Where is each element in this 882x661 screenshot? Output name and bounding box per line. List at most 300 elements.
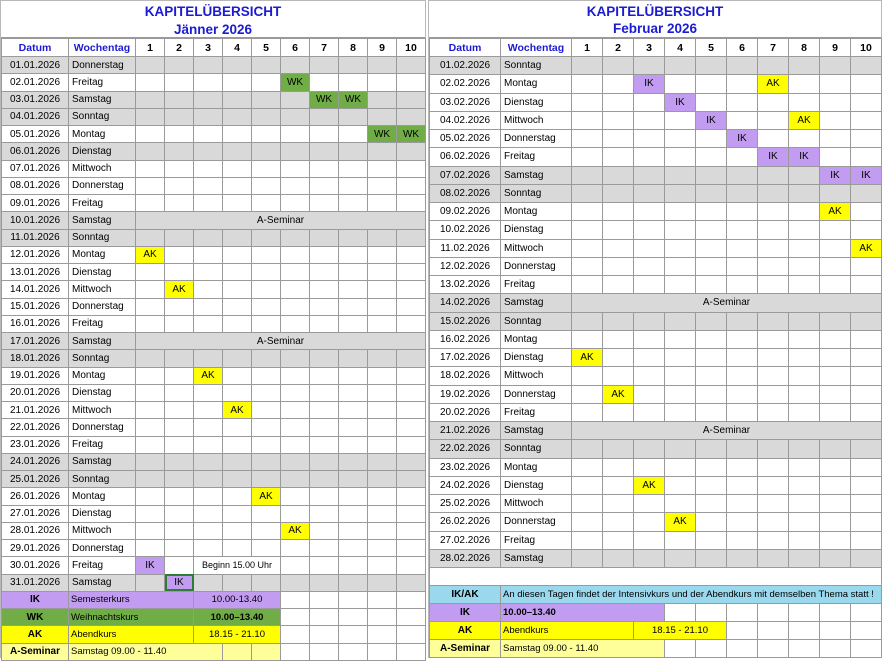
seminar-cell[interactable]: A-Seminar xyxy=(136,212,426,229)
header-chapter-10[interactable]: 10 xyxy=(851,39,882,57)
chapter-cell-9[interactable] xyxy=(368,471,397,488)
chapter-cell-6[interactable]: IK xyxy=(727,130,758,148)
chapter-cell-7[interactable] xyxy=(758,221,789,239)
chapter-cell-7[interactable] xyxy=(310,126,339,143)
chapter-cell-8[interactable] xyxy=(339,384,368,401)
weekday-cell[interactable]: Dienstag xyxy=(69,264,136,281)
chapter-cell-5[interactable] xyxy=(252,436,281,453)
date-cell[interactable]: 26.02.2026 xyxy=(430,513,501,531)
chapter-cell-6[interactable] xyxy=(281,91,310,108)
chapter-cell-8[interactable] xyxy=(339,505,368,522)
chapter-cell-2[interactable] xyxy=(603,330,634,348)
header-chapter-8[interactable]: 8 xyxy=(339,39,368,57)
chapter-cell-8[interactable] xyxy=(339,298,368,315)
chapter-cell-5[interactable] xyxy=(252,298,281,315)
chapter-cell-6[interactable] xyxy=(281,315,310,332)
chapter-cell-4[interactable] xyxy=(665,531,696,549)
chapter-cell-1[interactable] xyxy=(572,330,603,348)
empty-cell[interactable] xyxy=(820,640,851,658)
date-cell[interactable]: 01.02.2026 xyxy=(430,57,501,75)
chapter-cell-5[interactable]: IK xyxy=(696,111,727,129)
chapter-cell-7[interactable] xyxy=(310,522,339,539)
weekday-cell[interactable]: Samstag xyxy=(69,212,136,229)
chapter-cell-5[interactable] xyxy=(696,239,727,257)
chapter-cell-5[interactable] xyxy=(696,221,727,239)
chapter-cell-4[interactable] xyxy=(223,264,252,281)
chapter-cell-2[interactable] xyxy=(603,148,634,166)
header-chapter-5[interactable]: 5 xyxy=(252,39,281,57)
chapter-cell-10[interactable] xyxy=(851,130,882,148)
chapter-cell-1[interactable] xyxy=(136,471,165,488)
empty-cell[interactable] xyxy=(281,609,310,626)
chapter-cell-3[interactable] xyxy=(634,440,665,458)
seminar-cell[interactable]: A-Seminar xyxy=(572,422,882,440)
chapter-cell-9[interactable] xyxy=(820,385,851,403)
chapter-cell-8[interactable]: AK xyxy=(789,111,820,129)
chapter-cell-9[interactable] xyxy=(368,315,397,332)
empty-cell[interactable] xyxy=(851,640,882,658)
weekday-cell[interactable]: Samstag xyxy=(501,422,572,440)
chapter-cell-7[interactable]: AK xyxy=(758,75,789,93)
chapter-cell-1[interactable] xyxy=(572,549,603,567)
empty-cell[interactable] xyxy=(310,609,339,626)
date-cell[interactable]: 29.01.2026 xyxy=(2,540,69,557)
chapter-cell-5[interactable] xyxy=(252,160,281,177)
header-datum[interactable]: Datum xyxy=(430,39,501,57)
chapter-cell-7[interactable] xyxy=(310,505,339,522)
weekday-cell[interactable]: Sonntag xyxy=(501,184,572,202)
chapter-cell-7[interactable] xyxy=(758,239,789,257)
chapter-cell-3[interactable] xyxy=(634,349,665,367)
chapter-cell-4[interactable] xyxy=(665,221,696,239)
chapter-cell-2[interactable] xyxy=(165,350,194,367)
chapter-cell-5[interactable] xyxy=(696,166,727,184)
chapter-cell-8[interactable] xyxy=(789,184,820,202)
chapter-cell-4[interactable] xyxy=(223,471,252,488)
chapter-cell-8[interactable] xyxy=(789,385,820,403)
chapter-cell-10[interactable] xyxy=(851,495,882,513)
chapter-cell-4[interactable] xyxy=(223,143,252,160)
chapter-cell-9[interactable] xyxy=(368,246,397,263)
chapter-cell-7[interactable] xyxy=(758,385,789,403)
weekday-cell[interactable]: Sonntag xyxy=(69,229,136,246)
chapter-cell-7[interactable] xyxy=(310,298,339,315)
chapter-cell-2[interactable] xyxy=(165,143,194,160)
header-chapter-7[interactable]: 7 xyxy=(310,39,339,57)
chapter-cell-6[interactable] xyxy=(727,57,758,75)
weekday-cell[interactable]: Donnerstag xyxy=(501,385,572,403)
chapter-cell-1[interactable] xyxy=(136,522,165,539)
chapter-cell-9[interactable] xyxy=(368,264,397,281)
chapter-cell-5[interactable] xyxy=(696,148,727,166)
chapter-cell-3[interactable] xyxy=(634,312,665,330)
chapter-cell-5[interactable]: AK xyxy=(252,488,281,505)
chapter-cell-1[interactable] xyxy=(572,184,603,202)
date-cell[interactable]: 28.01.2026 xyxy=(2,522,69,539)
chapter-cell-6[interactable] xyxy=(281,574,310,591)
chapter-cell-7[interactable] xyxy=(310,177,339,194)
chapter-cell-6[interactable] xyxy=(727,513,758,531)
chapter-cell-6[interactable] xyxy=(727,440,758,458)
empty-cell[interactable] xyxy=(368,591,397,608)
chapter-cell-9[interactable]: WK xyxy=(368,126,397,143)
chapter-cell-7[interactable] xyxy=(310,540,339,557)
chapter-cell-8[interactable] xyxy=(339,488,368,505)
chapter-cell-2[interactable] xyxy=(603,93,634,111)
chapter-cell-3[interactable] xyxy=(634,239,665,257)
chapter-cell-2[interactable] xyxy=(603,367,634,385)
chapter-cell-2[interactable] xyxy=(603,75,634,93)
chapter-cell-7[interactable] xyxy=(310,74,339,91)
chapter-cell-8[interactable] xyxy=(339,143,368,160)
chapter-cell-9[interactable] xyxy=(820,549,851,567)
empty-cell[interactable] xyxy=(727,640,758,658)
chapter-cell-1[interactable] xyxy=(136,298,165,315)
chapter-cell-6[interactable] xyxy=(727,531,758,549)
empty-cell[interactable] xyxy=(397,591,426,608)
chapter-cell-7[interactable] xyxy=(758,111,789,129)
empty-cell[interactable] xyxy=(368,626,397,643)
legend-time-ik[interactable]: 10.00-13.40 xyxy=(194,591,281,608)
date-cell[interactable]: 20.01.2026 xyxy=(2,384,69,401)
chapter-cell-6[interactable] xyxy=(727,549,758,567)
weekday-cell[interactable]: Samstag xyxy=(501,166,572,184)
chapter-cell-3[interactable] xyxy=(194,419,223,436)
header-chapter-8[interactable]: 8 xyxy=(789,39,820,57)
weekday-cell[interactable]: Donnerstag xyxy=(69,57,136,74)
chapter-cell-8[interactable] xyxy=(339,126,368,143)
chapter-cell-10[interactable] xyxy=(851,57,882,75)
chapter-cell-9[interactable] xyxy=(820,403,851,421)
chapter-cell-4[interactable] xyxy=(665,549,696,567)
weekday-cell[interactable]: Mittwoch xyxy=(69,402,136,419)
chapter-cell-5[interactable] xyxy=(696,513,727,531)
date-cell[interactable]: 21.02.2026 xyxy=(430,422,501,440)
weekday-cell[interactable]: Sonntag xyxy=(501,440,572,458)
chapter-cell-4[interactable]: IK xyxy=(665,93,696,111)
chapter-cell-1[interactable] xyxy=(572,476,603,494)
chapter-cell-5[interactable] xyxy=(252,57,281,74)
chapter-cell-1[interactable] xyxy=(136,229,165,246)
chapter-cell-8[interactable] xyxy=(339,471,368,488)
chapter-cell-7[interactable] xyxy=(310,453,339,470)
chapter-cell-6[interactable]: WK xyxy=(281,74,310,91)
chapter-cell-3[interactable] xyxy=(634,221,665,239)
weekday-cell[interactable]: Freitag xyxy=(501,148,572,166)
chapter-cell-8[interactable] xyxy=(789,221,820,239)
chapter-cell-3[interactable] xyxy=(194,574,223,591)
chapter-cell-6[interactable] xyxy=(727,385,758,403)
chapter-cell-6[interactable] xyxy=(727,276,758,294)
chapter-cell-3[interactable] xyxy=(194,281,223,298)
legend-code-ik[interactable]: IK xyxy=(2,591,69,608)
chapter-cell-9[interactable] xyxy=(368,108,397,125)
date-cell[interactable]: 15.02.2026 xyxy=(430,312,501,330)
chapter-cell-7[interactable] xyxy=(758,440,789,458)
note-cell[interactable]: Beginn 15.00 Uhr xyxy=(194,557,281,574)
chapter-cell-8[interactable] xyxy=(339,108,368,125)
chapter-cell-6[interactable] xyxy=(727,349,758,367)
chapter-cell-7[interactable] xyxy=(310,108,339,125)
chapter-cell-2[interactable] xyxy=(165,522,194,539)
chapter-cell-2[interactable] xyxy=(165,402,194,419)
empty-cell[interactable] xyxy=(397,626,426,643)
chapter-cell-10[interactable] xyxy=(851,330,882,348)
date-cell[interactable]: 18.02.2026 xyxy=(430,367,501,385)
chapter-cell-1[interactable] xyxy=(136,126,165,143)
chapter-cell-10[interactable] xyxy=(397,402,426,419)
chapter-cell-7[interactable] xyxy=(758,549,789,567)
chapter-cell-5[interactable] xyxy=(696,349,727,367)
chapter-cell-4[interactable] xyxy=(665,403,696,421)
chapter-cell-8[interactable] xyxy=(789,476,820,494)
weekday-cell[interactable]: Donnerstag xyxy=(501,257,572,275)
weekday-cell[interactable]: Dienstag xyxy=(69,505,136,522)
chapter-cell-8[interactable] xyxy=(789,531,820,549)
weekday-cell[interactable]: Mittwoch xyxy=(501,239,572,257)
chapter-cell-1[interactable] xyxy=(572,495,603,513)
weekday-cell[interactable]: Samstag xyxy=(69,333,136,350)
chapter-cell-8[interactable] xyxy=(789,166,820,184)
chapter-cell-9[interactable] xyxy=(820,367,851,385)
chapter-cell-10[interactable] xyxy=(397,57,426,74)
chapter-cell-9[interactable] xyxy=(820,75,851,93)
chapter-cell-1[interactable] xyxy=(136,160,165,177)
chapter-cell-8[interactable] xyxy=(789,495,820,513)
chapter-cell-9[interactable] xyxy=(820,330,851,348)
header-chapter-7[interactable]: 7 xyxy=(758,39,789,57)
chapter-cell-9[interactable] xyxy=(368,367,397,384)
chapter-cell-3[interactable] xyxy=(194,471,223,488)
chapter-cell-3[interactable] xyxy=(634,513,665,531)
spacer-cell[interactable] xyxy=(430,568,882,586)
chapter-cell-1[interactable] xyxy=(136,384,165,401)
chapter-cell-4[interactable] xyxy=(223,195,252,212)
empty-cell[interactable] xyxy=(758,622,789,640)
chapter-cell-6[interactable] xyxy=(281,488,310,505)
chapter-cell-4[interactable] xyxy=(223,160,252,177)
chapter-cell-2[interactable] xyxy=(165,108,194,125)
chapter-cell-1[interactable] xyxy=(136,195,165,212)
chapter-cell-2[interactable] xyxy=(603,549,634,567)
chapter-cell-7[interactable] xyxy=(310,281,339,298)
chapter-cell-4[interactable] xyxy=(223,57,252,74)
chapter-cell-3[interactable] xyxy=(194,177,223,194)
chapter-cell-10[interactable]: IK xyxy=(851,166,882,184)
chapter-cell-5[interactable] xyxy=(696,276,727,294)
chapter-cell-5[interactable] xyxy=(252,315,281,332)
chapter-cell-9[interactable] xyxy=(368,74,397,91)
chapter-cell-8[interactable] xyxy=(789,312,820,330)
legend-code-aseminar[interactable]: A-Seminar xyxy=(2,643,69,660)
chapter-cell-3[interactable] xyxy=(634,531,665,549)
chapter-cell-1[interactable] xyxy=(136,281,165,298)
date-cell[interactable]: 16.01.2026 xyxy=(2,315,69,332)
chapter-cell-4[interactable] xyxy=(665,111,696,129)
date-cell[interactable]: 30.01.2026 xyxy=(2,557,69,574)
header-wochentag[interactable]: Wochentag xyxy=(501,39,572,57)
empty-cell[interactable] xyxy=(339,626,368,643)
chapter-cell-2[interactable] xyxy=(603,166,634,184)
chapter-cell-6[interactable] xyxy=(281,177,310,194)
chapter-cell-7[interactable] xyxy=(758,276,789,294)
chapter-cell-10[interactable] xyxy=(397,557,426,574)
chapter-cell-7[interactable] xyxy=(310,195,339,212)
weekday-cell[interactable]: Donnerstag xyxy=(69,419,136,436)
chapter-cell-9[interactable] xyxy=(820,93,851,111)
chapter-cell-3[interactable] xyxy=(194,143,223,160)
weekday-cell[interactable]: Freitag xyxy=(69,74,136,91)
chapter-cell-5[interactable] xyxy=(252,108,281,125)
header-chapter-4[interactable]: 4 xyxy=(223,39,252,57)
chapter-cell-2[interactable] xyxy=(603,495,634,513)
chapter-cell-4[interactable] xyxy=(223,281,252,298)
chapter-cell-7[interactable] xyxy=(310,471,339,488)
chapter-cell-4[interactable] xyxy=(665,239,696,257)
chapter-cell-4[interactable] xyxy=(223,419,252,436)
chapter-cell-9[interactable] xyxy=(820,184,851,202)
empty-cell[interactable] xyxy=(665,640,696,658)
chapter-cell-1[interactable] xyxy=(136,74,165,91)
empty-cell[interactable] xyxy=(281,591,310,608)
chapter-cell-10[interactable] xyxy=(851,531,882,549)
chapter-cell-3[interactable] xyxy=(194,126,223,143)
chapter-cell-4[interactable]: AK xyxy=(223,402,252,419)
date-cell[interactable]: 03.02.2026 xyxy=(430,93,501,111)
chapter-cell-9[interactable] xyxy=(368,177,397,194)
chapter-cell-3[interactable] xyxy=(194,246,223,263)
date-cell[interactable]: 17.02.2026 xyxy=(430,349,501,367)
chapter-cell-7[interactable] xyxy=(758,330,789,348)
empty-cell[interactable] xyxy=(758,604,789,622)
chapter-cell-4[interactable] xyxy=(665,367,696,385)
weekday-cell[interactable]: Samstag xyxy=(501,294,572,312)
chapter-cell-9[interactable] xyxy=(368,505,397,522)
chapter-cell-2[interactable] xyxy=(603,403,634,421)
chapter-cell-9[interactable] xyxy=(820,57,851,75)
chapter-cell-5[interactable] xyxy=(252,74,281,91)
chapter-cell-4[interactable] xyxy=(223,246,252,263)
weekday-cell[interactable]: Sonntag xyxy=(501,57,572,75)
chapter-cell-10[interactable] xyxy=(397,488,426,505)
empty-cell[interactable] xyxy=(727,622,758,640)
chapter-cell-4[interactable] xyxy=(223,298,252,315)
chapter-cell-1[interactable] xyxy=(572,93,603,111)
chapter-cell-10[interactable] xyxy=(397,160,426,177)
chapter-cell-4[interactable] xyxy=(223,177,252,194)
chapter-cell-2[interactable] xyxy=(603,531,634,549)
weekday-cell[interactable]: Montag xyxy=(69,126,136,143)
chapter-cell-9[interactable] xyxy=(368,540,397,557)
chapter-cell-7[interactable] xyxy=(758,349,789,367)
chapter-cell-9[interactable] xyxy=(820,148,851,166)
header-chapter-2[interactable]: 2 xyxy=(603,39,634,57)
chapter-cell-5[interactable] xyxy=(696,495,727,513)
weekday-cell[interactable]: Montag xyxy=(501,203,572,221)
date-cell[interactable]: 23.01.2026 xyxy=(2,436,69,453)
date-cell[interactable]: 18.01.2026 xyxy=(2,350,69,367)
chapter-cell-2[interactable]: AK xyxy=(603,385,634,403)
chapter-cell-4[interactable] xyxy=(223,540,252,557)
chapter-cell-3[interactable] xyxy=(634,130,665,148)
chapter-cell-8[interactable] xyxy=(789,513,820,531)
chapter-cell-6[interactable] xyxy=(281,384,310,401)
chapter-cell-2[interactable] xyxy=(603,458,634,476)
date-cell[interactable]: 02.01.2026 xyxy=(2,74,69,91)
chapter-cell-1[interactable] xyxy=(136,143,165,160)
chapter-cell-2[interactable]: IK xyxy=(165,574,194,591)
chapter-cell-7[interactable] xyxy=(310,488,339,505)
chapter-cell-10[interactable] xyxy=(397,315,426,332)
chapter-cell-8[interactable] xyxy=(789,403,820,421)
chapter-cell-3[interactable] xyxy=(634,184,665,202)
chapter-cell-1[interactable] xyxy=(136,91,165,108)
chapter-cell-1[interactable] xyxy=(572,312,603,330)
date-cell[interactable]: 12.02.2026 xyxy=(430,257,501,275)
chapter-cell-3[interactable] xyxy=(634,203,665,221)
chapter-cell-4[interactable] xyxy=(665,495,696,513)
chapter-cell-2[interactable] xyxy=(165,126,194,143)
chapter-cell-3[interactable] xyxy=(194,315,223,332)
chapter-cell-6[interactable] xyxy=(727,203,758,221)
weekday-cell[interactable]: Mittwoch xyxy=(501,111,572,129)
legend-time-ak[interactable]: 18.15 - 21.10 xyxy=(194,626,281,643)
date-cell[interactable]: 04.02.2026 xyxy=(430,111,501,129)
chapter-cell-5[interactable] xyxy=(252,419,281,436)
chapter-cell-5[interactable] xyxy=(252,453,281,470)
legend-code-ik[interactable]: IK xyxy=(430,604,501,622)
chapter-cell-10[interactable] xyxy=(397,229,426,246)
chapter-cell-1[interactable] xyxy=(572,111,603,129)
chapter-cell-6[interactable] xyxy=(281,108,310,125)
chapter-cell-7[interactable] xyxy=(758,495,789,513)
chapter-cell-9[interactable] xyxy=(820,221,851,239)
chapter-cell-4[interactable] xyxy=(223,126,252,143)
chapter-cell-4[interactable]: AK xyxy=(665,513,696,531)
chapter-cell-10[interactable] xyxy=(397,436,426,453)
chapter-cell-2[interactable] xyxy=(603,130,634,148)
date-cell[interactable]: 07.01.2026 xyxy=(2,160,69,177)
chapter-cell-5[interactable] xyxy=(252,471,281,488)
chapter-cell-6[interactable] xyxy=(727,239,758,257)
empty-cell[interactable] xyxy=(758,640,789,658)
chapter-cell-2[interactable] xyxy=(603,276,634,294)
empty-cell[interactable] xyxy=(339,591,368,608)
chapter-cell-5[interactable] xyxy=(252,229,281,246)
date-cell[interactable]: 08.01.2026 xyxy=(2,177,69,194)
chapter-cell-7[interactable] xyxy=(310,350,339,367)
chapter-cell-4[interactable] xyxy=(665,349,696,367)
chapter-cell-1[interactable] xyxy=(136,264,165,281)
date-cell[interactable]: 06.02.2026 xyxy=(430,148,501,166)
chapter-cell-6[interactable] xyxy=(281,402,310,419)
weekday-cell[interactable]: Freitag xyxy=(69,557,136,574)
chapter-cell-8[interactable] xyxy=(339,574,368,591)
chapter-cell-6[interactable] xyxy=(281,246,310,263)
chapter-cell-7[interactable] xyxy=(758,312,789,330)
chapter-cell-4[interactable] xyxy=(223,91,252,108)
chapter-cell-3[interactable] xyxy=(194,57,223,74)
chapter-cell-4[interactable] xyxy=(665,385,696,403)
date-cell[interactable]: 27.01.2026 xyxy=(2,505,69,522)
chapter-cell-4[interactable] xyxy=(223,574,252,591)
legend-desc-aseminar[interactable]: Samstag 09.00 - 11.40 xyxy=(69,643,223,660)
chapter-cell-4[interactable] xyxy=(665,130,696,148)
header-chapter-9[interactable]: 9 xyxy=(368,39,397,57)
chapter-cell-5[interactable] xyxy=(696,531,727,549)
weekday-cell[interactable]: Samstag xyxy=(69,91,136,108)
weekday-cell[interactable]: Dienstag xyxy=(501,93,572,111)
